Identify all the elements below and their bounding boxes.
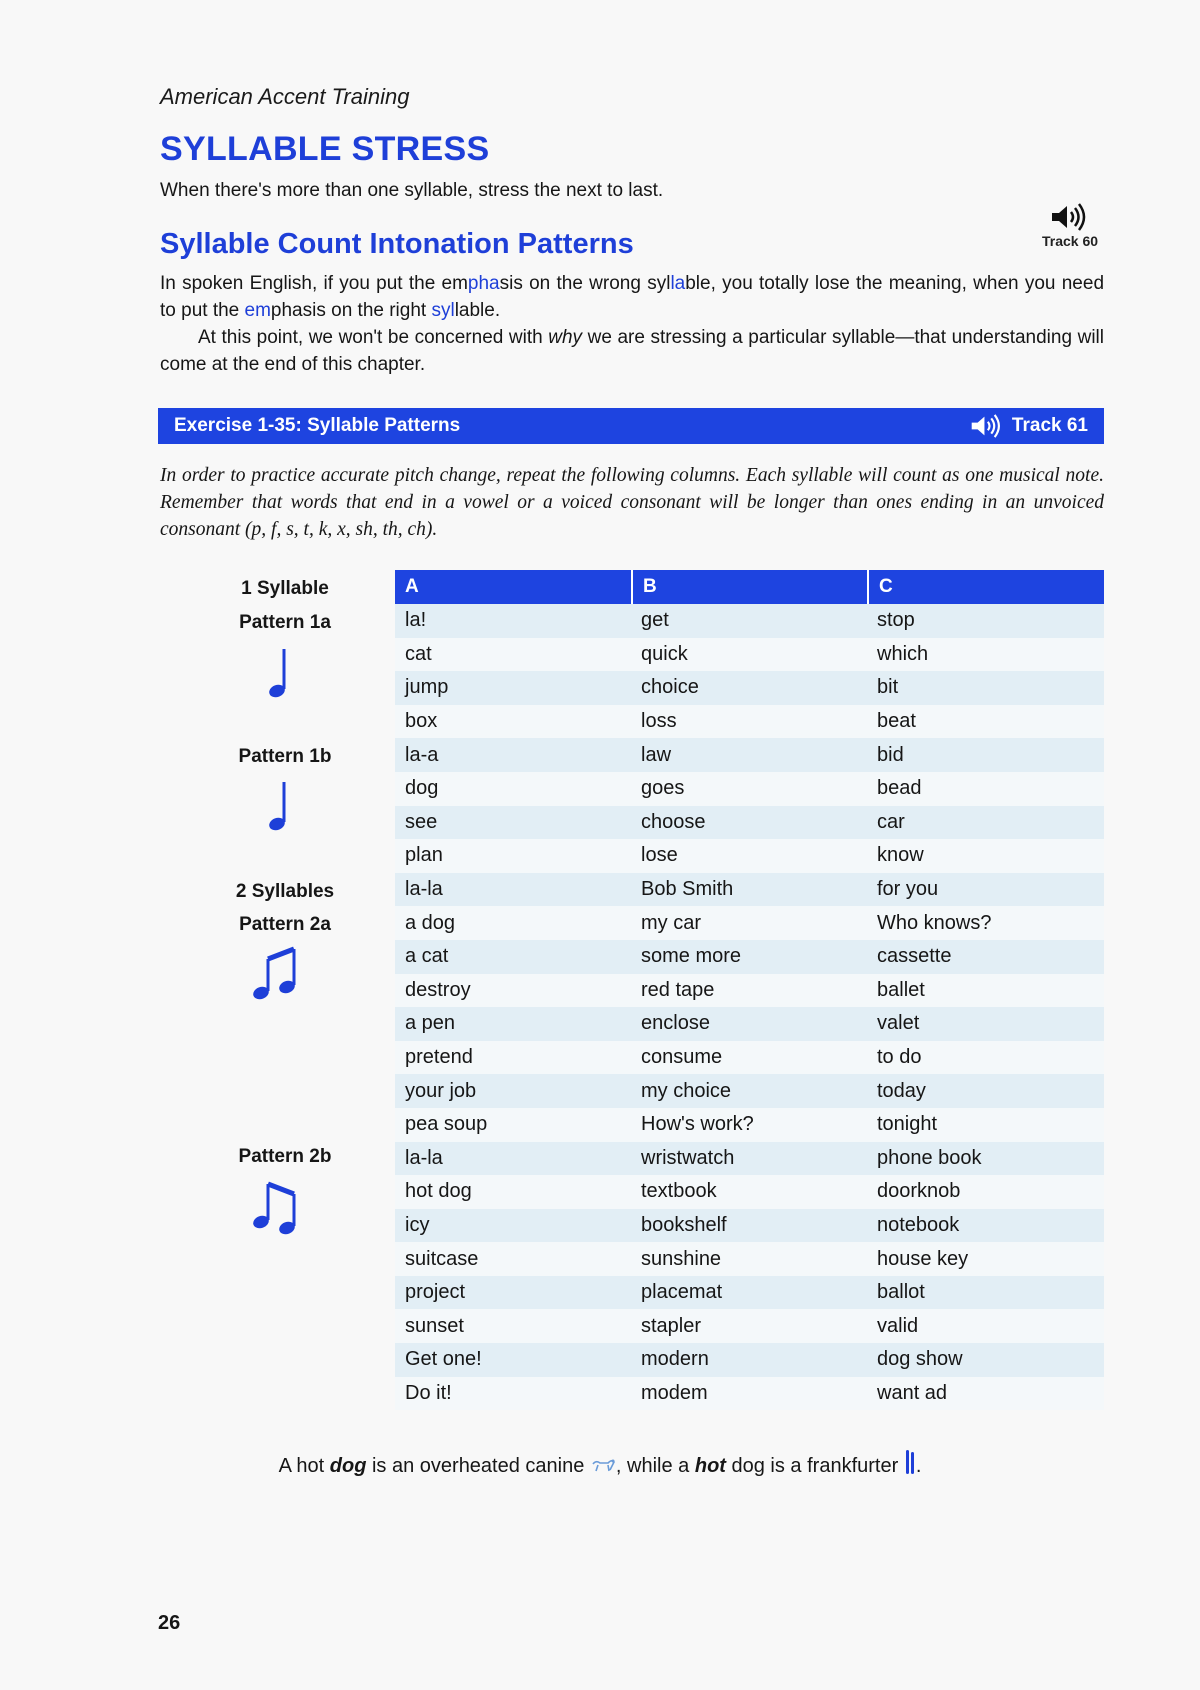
quarter-note-icon bbox=[262, 778, 298, 834]
section-subtitle: When there's more than one syllable, stress the next to last. bbox=[160, 180, 664, 201]
cell-a: box bbox=[405, 710, 438, 733]
cell-c: bead bbox=[877, 777, 922, 800]
table-row bbox=[395, 705, 1104, 739]
table-row bbox=[395, 873, 1104, 907]
table-row bbox=[395, 1074, 1104, 1108]
table-row bbox=[395, 940, 1104, 974]
cell-b: textbook bbox=[641, 1180, 717, 1203]
cell-c: Who knows? bbox=[877, 911, 992, 934]
label-pattern-1a: Pattern 1a bbox=[239, 612, 331, 633]
table-row bbox=[395, 1343, 1104, 1377]
column-header-a: A bbox=[395, 570, 631, 604]
cell-b: wristwatch bbox=[641, 1146, 735, 1169]
table-row bbox=[395, 638, 1104, 672]
cell-b: my car bbox=[641, 911, 701, 934]
table-row bbox=[395, 604, 1104, 638]
cell-b: sunshine bbox=[641, 1247, 722, 1270]
cell-b: Bob Smith bbox=[641, 878, 734, 901]
subsection-title: Syllable Count Intonation Patterns bbox=[160, 228, 634, 260]
cell-a: la-a bbox=[405, 743, 439, 766]
table-row bbox=[395, 806, 1104, 840]
cell-c: valid bbox=[877, 1314, 919, 1337]
hotdog-icon bbox=[904, 1448, 916, 1476]
speaker-icon bbox=[970, 413, 1004, 439]
table-row bbox=[395, 1309, 1104, 1343]
syllable-table bbox=[395, 570, 1104, 1410]
cell-a: a dog bbox=[405, 911, 456, 934]
label-pattern-1b: Pattern 1b bbox=[238, 746, 332, 767]
table-body bbox=[395, 604, 1104, 1410]
label-2-syllables: 2 Syllables bbox=[235, 881, 335, 902]
table-row bbox=[395, 906, 1104, 940]
table-header bbox=[395, 570, 1104, 604]
table-row bbox=[395, 974, 1104, 1008]
cell-c: to do bbox=[877, 1046, 922, 1069]
cell-b: stapler bbox=[641, 1314, 702, 1337]
page-number: 26 bbox=[158, 1612, 181, 1634]
cell-a: a pen bbox=[405, 1012, 456, 1035]
table-row bbox=[395, 1377, 1104, 1411]
cell-a: plan bbox=[405, 844, 443, 867]
cell-c: ballot bbox=[877, 1281, 925, 1304]
audio-track-61[interactable] bbox=[970, 413, 1088, 439]
cell-c: beat bbox=[877, 710, 916, 733]
cell-b: my choice bbox=[641, 1079, 732, 1102]
table-row bbox=[395, 1242, 1104, 1276]
table-row bbox=[395, 738, 1104, 772]
cell-b: consume bbox=[641, 1046, 723, 1069]
cell-c: cassette bbox=[877, 945, 952, 968]
cell-c: know bbox=[877, 844, 924, 867]
eighth-notes-icon bbox=[248, 1180, 304, 1236]
exercise-title: Exercise 1-35: Syllable Patterns bbox=[174, 415, 461, 436]
table-row bbox=[395, 671, 1104, 705]
cell-b: modern bbox=[641, 1348, 709, 1371]
cell-a: la! bbox=[405, 609, 427, 632]
cell-a: suitcase bbox=[405, 1247, 479, 1270]
section-title: SYLLABLE STRESS bbox=[160, 130, 490, 168]
intro-paragraph-2: At this point, we won't be concerned with why we are stressing a particular syllable—that understanding will come at the end of this chapter. bbox=[160, 327, 1104, 375]
exercise-header bbox=[158, 408, 1104, 444]
cell-c: notebook bbox=[877, 1213, 960, 1236]
cell-a: icy bbox=[405, 1213, 430, 1236]
cell-c: car bbox=[877, 810, 905, 833]
table-row bbox=[395, 1041, 1104, 1075]
cell-a: see bbox=[405, 810, 438, 833]
table-row bbox=[395, 1175, 1104, 1209]
cell-b: loss bbox=[641, 710, 677, 733]
cell-c: valet bbox=[877, 1012, 920, 1035]
table-row bbox=[395, 1007, 1104, 1041]
cell-c: phone book bbox=[877, 1146, 982, 1169]
track-label: Track 60 bbox=[1041, 233, 1099, 249]
table-row bbox=[395, 1276, 1104, 1310]
cell-a: hot dog bbox=[405, 1180, 472, 1203]
cell-b: choose bbox=[641, 810, 706, 833]
label-1-syllable: 1 Syllable bbox=[241, 578, 329, 599]
cell-b: lose bbox=[641, 844, 678, 867]
speaker-icon bbox=[1050, 203, 1090, 231]
cell-c: tonight bbox=[877, 1113, 938, 1136]
cell-b: modem bbox=[641, 1381, 708, 1404]
footer-note: A hot dog is an overheated canine , while a hot dog is a frankfurter . bbox=[0, 1448, 1200, 1478]
cell-a: Do it! bbox=[405, 1381, 452, 1404]
cell-a: dog bbox=[405, 777, 439, 800]
eighth-notes-icon bbox=[248, 945, 304, 1001]
cell-c: dog show bbox=[877, 1348, 963, 1371]
cell-b: get bbox=[641, 609, 669, 632]
cell-c: bid bbox=[877, 743, 904, 766]
table-row bbox=[395, 1142, 1104, 1176]
running-head: American Accent Training bbox=[160, 84, 410, 109]
cell-c: today bbox=[877, 1079, 926, 1102]
column-header-b: B bbox=[631, 570, 867, 604]
cell-a: pea soup bbox=[405, 1113, 488, 1136]
cell-b: bookshelf bbox=[641, 1213, 727, 1236]
cell-a: pretend bbox=[405, 1046, 473, 1069]
cell-a: cat bbox=[405, 642, 432, 665]
table-row bbox=[395, 1108, 1104, 1142]
cell-b: some more bbox=[641, 945, 742, 968]
column-header-c: C bbox=[867, 570, 1104, 604]
cell-c: want ad bbox=[877, 1381, 948, 1404]
cell-a: destroy bbox=[405, 978, 471, 1001]
cell-a: la-la bbox=[405, 1146, 443, 1169]
dog-icon bbox=[590, 1454, 616, 1474]
cell-c: for you bbox=[877, 878, 939, 901]
table-row bbox=[395, 839, 1104, 873]
quarter-note-icon bbox=[262, 645, 298, 701]
cell-a: jump bbox=[405, 676, 449, 699]
cell-c: which bbox=[877, 642, 929, 665]
cell-b: quick bbox=[641, 642, 688, 665]
cell-c: bit bbox=[877, 676, 899, 699]
cell-b: enclose bbox=[641, 1012, 710, 1035]
cell-c: ballet bbox=[877, 978, 925, 1001]
cell-a: Get one! bbox=[405, 1348, 482, 1371]
cell-c: doorknob bbox=[877, 1180, 961, 1203]
cell-b: placemat bbox=[641, 1281, 723, 1304]
label-pattern-2b: Pattern 2b bbox=[238, 1146, 332, 1167]
cell-b: choice bbox=[641, 676, 699, 699]
cell-a: la-la bbox=[405, 878, 443, 901]
cell-a: project bbox=[405, 1281, 466, 1304]
cell-a: sunset bbox=[405, 1314, 464, 1337]
exercise-instructions: In order to practice accurate pitch change, repeat the following columns. Each syllable will count as one musical note. Remember that words that end in a vowel or a voiced consonant will be longer than ones ending in an unvoiced consonant (p, f, s, t, k, x, sh, th, ch). bbox=[160, 465, 1104, 540]
cell-b: red tape bbox=[641, 978, 715, 1001]
table-row bbox=[395, 1209, 1104, 1243]
track-label: Track 61 bbox=[1011, 415, 1088, 436]
table-row bbox=[395, 772, 1104, 806]
label-pattern-2a: Pattern 2a bbox=[239, 914, 331, 935]
cell-c: stop bbox=[877, 609, 915, 632]
cell-c: house key bbox=[877, 1247, 969, 1270]
intro-paragraph-1: In spoken English, if you put the emphasis on the wrong syllable, you totally lose the meaning, when you need to put the emphasis on the right syllable. bbox=[160, 273, 1105, 321]
cell-b: How's work? bbox=[641, 1113, 754, 1136]
audio-track-60[interactable] bbox=[1015, 203, 1125, 249]
cell-a: a cat bbox=[405, 945, 449, 968]
cell-a: your job bbox=[405, 1079, 477, 1102]
cell-b: goes bbox=[641, 777, 685, 800]
cell-b: law bbox=[641, 743, 672, 766]
